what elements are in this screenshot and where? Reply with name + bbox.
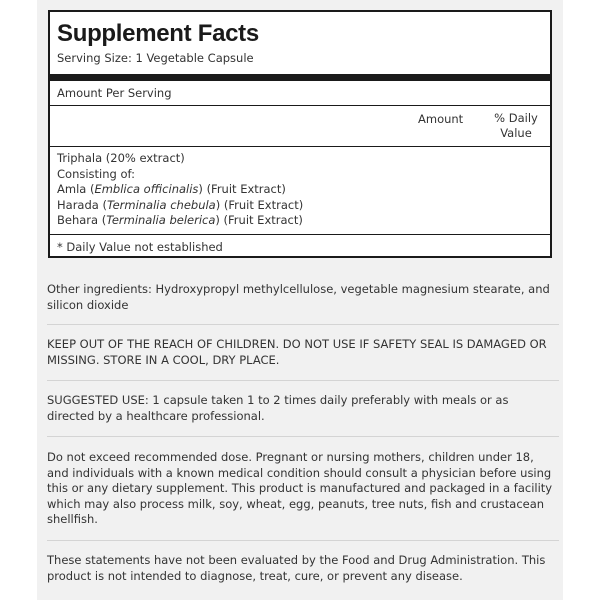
ingredient-text: Triphala (20% extract) — [57, 151, 185, 165]
ingredient-latin-name: Terminalia belerica — [106, 213, 216, 227]
ingredient-name: Behara ( — [57, 213, 107, 227]
suggested-use-text: SUGGESTED USE: 1 capsule taken 1 to 2 times daily preferably with meals or as directed by a healthcare professional. — [47, 393, 509, 423]
column-header-daily-value — [490, 111, 542, 141]
supplement-facts-title: Supplement Facts — [57, 20, 259, 47]
amount-per-serving: Amount Per Serving — [57, 86, 172, 100]
warning-text: KEEP OUT OF THE REACH OF CHILDREN. DO NOT USE IF SAFETY SEAL IS DAMAGED OR MISSING. STORE IN A COOL, DRY PLACE. — [47, 337, 547, 367]
divider — [50, 105, 550, 106]
section-divider — [47, 540, 559, 541]
ingredient-name: Amla ( — [57, 182, 95, 196]
ingredient-extract: ) (Fruit Extract) — [198, 182, 286, 196]
ingredient-list — [57, 151, 303, 229]
ingredient-name: Harada ( — [57, 197, 107, 212]
serving-size: Serving Size: 1 Vegetable Capsule — [57, 51, 254, 65]
thick-divider — [50, 74, 550, 81]
divider — [50, 146, 550, 147]
ingredient-latin-name: Terminalia chebula — [106, 197, 216, 212]
ingredient-row — [57, 213, 303, 229]
section-divider — [47, 324, 559, 325]
daily-value-footnote: * Daily Value not established — [57, 240, 223, 254]
supplement-facts-panel — [48, 10, 552, 258]
ingredient-row — [57, 198, 303, 214]
ingredient-row — [57, 151, 303, 167]
section-divider — [47, 436, 559, 437]
divider — [50, 234, 550, 235]
daily-value-line2: Value — [500, 126, 532, 140]
ingredient-extract: ) (Fruit Extract) — [215, 213, 303, 227]
ingredient-row — [57, 182, 303, 198]
caution-text: Do not exceed recommended dose. Pregnant or nursing mothers, children under 18, and individuals with a known medical condition should consult a physician before using this or any dietary supplement. This product is manufactured and packaged in a facility which may also process milk, soy, wheat, egg, peanuts, tree nuts, fish and crustacean shellfish. — [47, 450, 553, 526]
ingredient-row — [57, 167, 303, 183]
ingredient-text: Consisting of: — [57, 166, 136, 181]
daily-value-line1: % Daily — [494, 111, 538, 125]
column-header-amount: Amount — [418, 112, 464, 126]
fda-disclaimer-text: These statements have not been evaluated by the Food and Drug Administration. This product is not intended to diagnose, treat, cure, or prevent any disease. — [47, 553, 546, 583]
ingredient-latin-name: Emblica officinalis — [94, 182, 199, 196]
section-divider — [47, 380, 559, 381]
other-ingredients-text: Other ingredients: Hydroxypropyl methylcellulose, vegetable magnesium stearate, and silicon dioxide — [47, 282, 550, 312]
ingredient-extract: ) (Fruit Extract) — [215, 197, 304, 212]
